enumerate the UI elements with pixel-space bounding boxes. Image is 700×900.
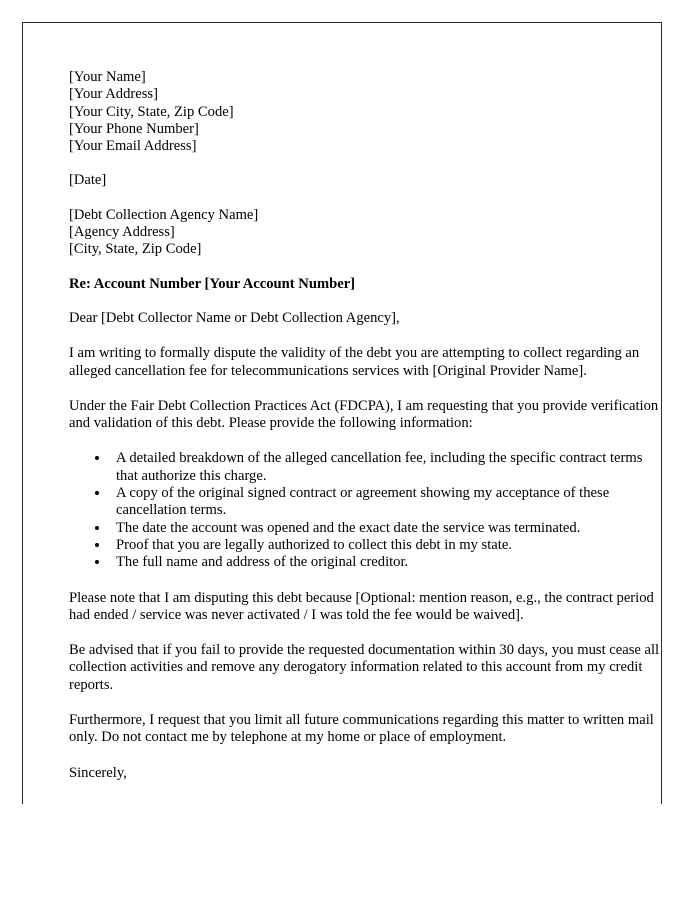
recipient-city-state-zip: [City, State, Zip Code] bbox=[69, 241, 202, 258]
sender-address-block bbox=[69, 69, 661, 155]
recipient-address-block bbox=[69, 207, 661, 259]
recipient-street: [Agency Address] bbox=[69, 224, 175, 241]
list-item: • The date the account was opened and the exact date the service was terminated. bbox=[110, 520, 661, 537]
letter-body bbox=[69, 69, 661, 782]
sender-email: [Your Email Address] bbox=[69, 138, 197, 155]
recipient-agency-name: [Debt Collection Agency Name] bbox=[69, 206, 259, 223]
requested-items-list bbox=[69, 450, 661, 571]
paragraph-intro: I am writing to formally dispute the validity of the debt you are attempting to collect regarding an alleged cancellation fee for telecommunications services with [Original Provider Name]. bbox=[69, 345, 640, 379]
letter-date: [Date] bbox=[69, 172, 107, 189]
list-item: • The full name and address of the original creditor. bbox=[110, 554, 661, 571]
paragraph-communication-limit: Furthermore, I request that you limit all future communications regarding this matter to written mail only. Do not contact me by telephone at my home or place of employment. bbox=[69, 712, 654, 746]
salutation: Dear [Debt Collector Name or Debt Collection Agency], bbox=[69, 309, 400, 326]
sender-phone: [Your Phone Number] bbox=[69, 120, 199, 137]
page-frame bbox=[22, 22, 662, 804]
paragraph-fdcpa-request: Under the Fair Debt Collection Practices Act (FDCPA), I am requesting that you provide verification and validation of this debt. Please provide the following information: bbox=[69, 397, 659, 432]
list-item: • A copy of the original signed contract or agreement showing my acceptance of these cancellation terms. bbox=[110, 485, 661, 520]
list-item: • Proof that you are legally authorized to collect this debt in my state. bbox=[110, 537, 661, 554]
subject-line: Re: Account Number [Your Account Number] bbox=[69, 275, 356, 292]
sender-city-state-zip: [Your City, State, Zip Code] bbox=[69, 103, 234, 120]
list-item: • A detailed breakdown of the alleged cancellation fee, including the specific contract terms that authorize this charge. bbox=[110, 450, 661, 485]
closing-salutation: Sincerely, bbox=[69, 764, 127, 781]
sender-name: [Your Name] bbox=[69, 69, 146, 85]
paragraph-thirty-day-notice: Be advised that if you fail to provide the requested documentation within 30 days, you must cease all collection activities and remove any derogatory information related to this account from my credit reports. bbox=[69, 642, 660, 693]
sender-street: [Your Address] bbox=[69, 86, 158, 103]
paragraph-dispute-reason: Please note that I am disputing this debt because [Optional: mention reason, e.g., the contract period had ended / service was never activated / I was told the fee would be waived]. bbox=[69, 589, 654, 623]
